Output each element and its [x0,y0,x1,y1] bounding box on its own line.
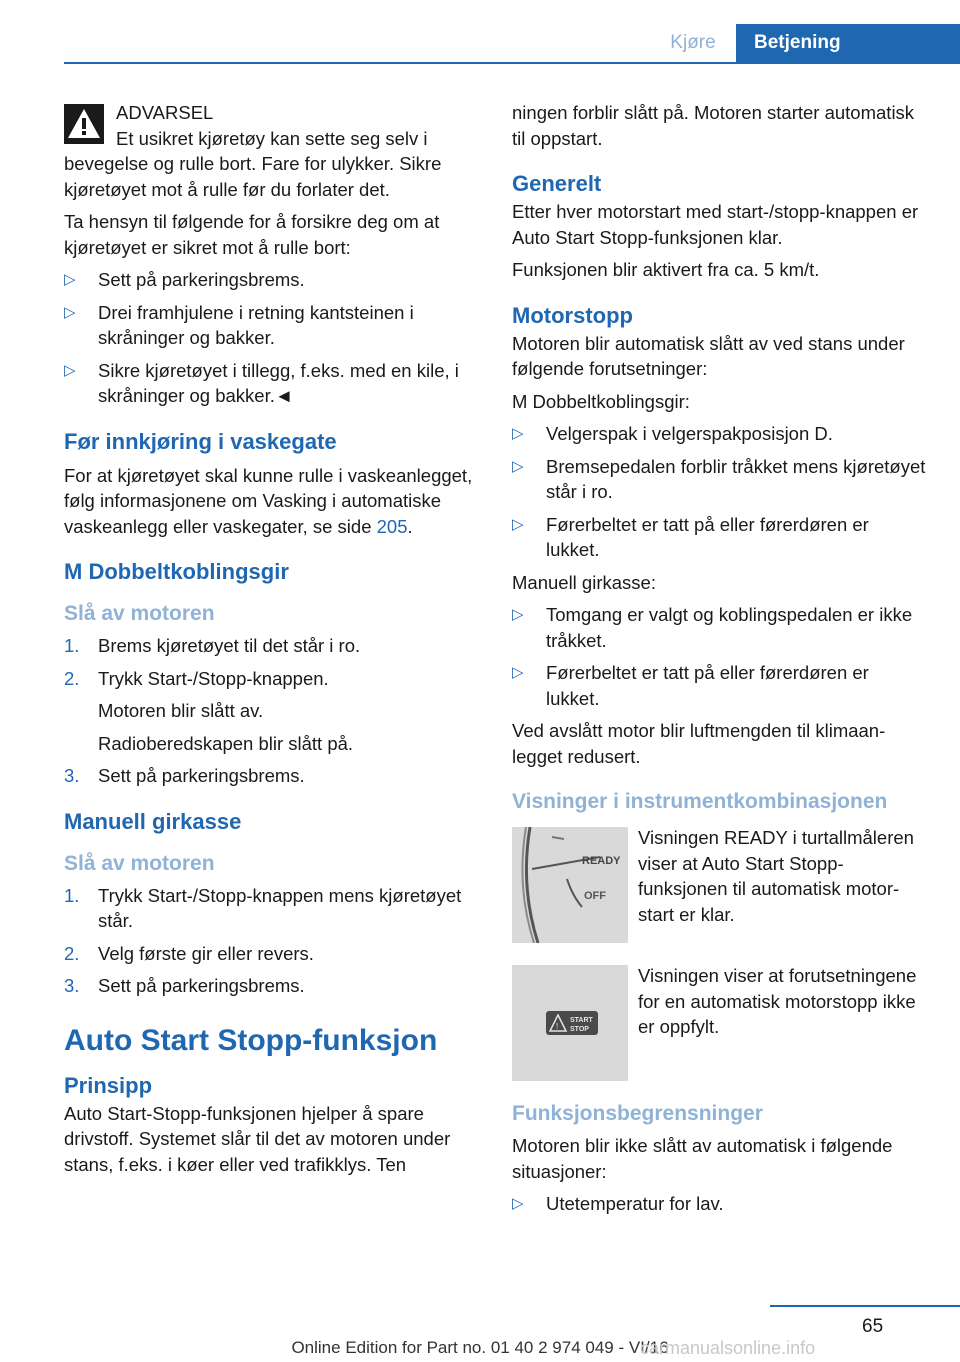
general-heading: Generelt [512,171,602,196]
list-item: ▷ Drei framhjulene i retning kantsteinen i skråninger og bakker. [64,301,414,348]
edition-footer: Online Edition for Part no. 01 40 2 974 049 - VI/16 [291,1338,669,1357]
page-link[interactable]: 205 [376,515,408,537]
manual-heading: Manuell girkasse [64,808,242,834]
manual-subheading: Slå av motoren [64,851,215,875]
bullet-triangle-icon: ▷ [512,515,524,533]
tachometer-ready-image [512,827,628,943]
list-item: 3. Sett på parkeringsbrems. [64,975,305,996]
dct-label: M Dobbeltkoblingsgir: [512,390,690,412]
manual-steps [64,883,476,999]
safety-list [64,267,476,409]
limits-list [512,1191,926,1217]
auto-start-stop-heading: Auto Start Stopp-funksjon [64,1023,438,1057]
off-label: OFF [584,890,606,902]
principle-heading: Prinsipp [64,1072,153,1098]
bullet-triangle-icon: ▷ [512,664,524,681]
bullet-triangle-icon: ▷ [512,425,524,442]
engine-stop-intro: Motoren blir automatisk slått av ved stans under følgende forutsetninger: [512,332,905,379]
not-ready-description: Visningen viser at forutsetningene for en automatisk motorstopp ikke er oppfylt. [638,965,917,1037]
start-stop-indicator-image [512,965,628,1081]
list-item: 1. Brems kjøretøyet til det står i ro. [64,635,361,656]
svg-text:!: ! [556,1022,559,1031]
list-item: ▷ Utetemperatur for lav. [512,1191,926,1217]
list-item: 1. Trykk Start-/Stopp-knappen mens kjøretøyet står. [64,884,462,931]
stop-label: STOP [570,1026,589,1033]
general-text: Etter hver motorstart med start-/stopp-knappen er Auto Start Stopp-funksjonen klar. [512,201,919,248]
watermark: carmanualsonline.info [640,1338,816,1358]
wash-heading: Før innkjøring i vaskegate [64,428,337,454]
bullet-triangle-icon: ▷ [512,606,524,623]
limits-heading: Funksjonsbegrensninger [512,1102,763,1125]
engine-stop-heading: Motorstopp [512,302,633,328]
bullet-triangle-icon: ▷ [512,1195,524,1212]
bullet-triangle-icon: ▷ [512,457,524,475]
dct-heading: M Dobbeltkoblingsgir [64,559,289,584]
start-label: START [570,1017,593,1024]
warning-block [64,100,476,202]
continued-text: ningen forblir slått på. Motoren starter automatisk til oppstart. [512,102,915,149]
bullet-triangle-icon: ▷ [64,361,76,379]
list-item: 3. Sett på parkeringsbrems. [64,765,305,786]
warning-text: bevegelse og rulle bort. Fare for ulykker. Sikre kjøretøyet mot å rulle før du forlater det. [64,153,442,200]
ready-description: Visningen READY i turtallmåleren viser at Auto Start Stopp-funksjonen til automatisk motorstart er klar. [638,827,914,925]
left-column [64,100,476,1184]
list-item: ▷ Bremsepedalen forblir tråkket mens kjøretøyet står i ro. [512,455,926,502]
climate-note: Ved avslått motor blir luftmengden til klimaanlegget redusert. [512,720,886,767]
right-column [512,100,926,1224]
list-item: 2. Velg første gir eller revers. [64,942,314,964]
list-item: ▷ Sikre kjøretøyet i tillegg, f.eks. med en kile, i skråninger og bakker.◄ [64,359,459,406]
list-item: 2. Trykk Start-/Stopp-knappen. [64,667,329,689]
footer-rule [770,1305,960,1307]
list-item: ▷ Sett på parkeringsbrems. [64,267,476,293]
chapter-tab[interactable]: Betjening [736,24,960,62]
limits-intro: Motoren blir ikke slått av automatisk i følgende situasjoner: [512,1135,893,1182]
general-text: Funksjonen blir aktivert fra ca. 5 km/t. [512,259,820,280]
warning-title: ADVARSEL [116,102,214,123]
warning-text-line1: Et usikret kjøretøy kan sette seg selv i [116,127,428,149]
list-item: ▷ Velgerspak i velgerspakposisjon D. [512,421,926,447]
bullet-triangle-icon: ▷ [64,271,76,288]
manual-label: Manuell girkasse: [512,571,656,593]
ready-figure [512,825,926,943]
step-note: Motoren blir slått av. [98,700,264,721]
list-item: ▷ Tomgang er valgt og koblingspedalen er ikke tråkket. [512,604,913,651]
list-item: ▷ Førerbeltet er tatt på eller førerdøren er lukket. [512,513,869,560]
safety-intro: Ta hensyn til følgende for å forsikre deg om at kjøretøyet er sikret mot å rulle bort: [64,211,440,258]
bullet-triangle-icon: ▷ [64,303,76,321]
wash-text: For at kjøretøyet skal kunne rulle i vaskeanlegget, følg informasjonene om Vasking i automatiske vaskeanlegg eller vaskegater, se side 205. [64,464,473,537]
page-number: 65 [862,1316,884,1337]
dct-conditions [512,421,926,563]
list-item: ▷ Førerbeltet er tatt på eller førerdøren er lukket. [512,662,869,709]
manual-conditions [512,602,926,711]
ready-label: READY [582,855,621,867]
section-tab[interactable]: Kjøre [670,32,716,53]
display-heading: Visninger i instrumentkombinasjonen [512,790,888,813]
dct-steps [64,633,476,691]
dct-subheading: Slå av motoren [64,602,215,625]
principle-text: Auto Start-Stopp-funksjonen hjelper å spare drivstoff. Systemet slår til det av motoren under stans, f.eks. i køer eller ved trafikklys. Ten [64,1102,451,1175]
not-ready-figure [512,963,926,1081]
step-note: Radioberedskapen blir slått på. [98,732,354,754]
warning-triangle-icon [64,104,104,144]
header-rule [64,62,960,64]
dct-steps-cont [64,763,476,789]
